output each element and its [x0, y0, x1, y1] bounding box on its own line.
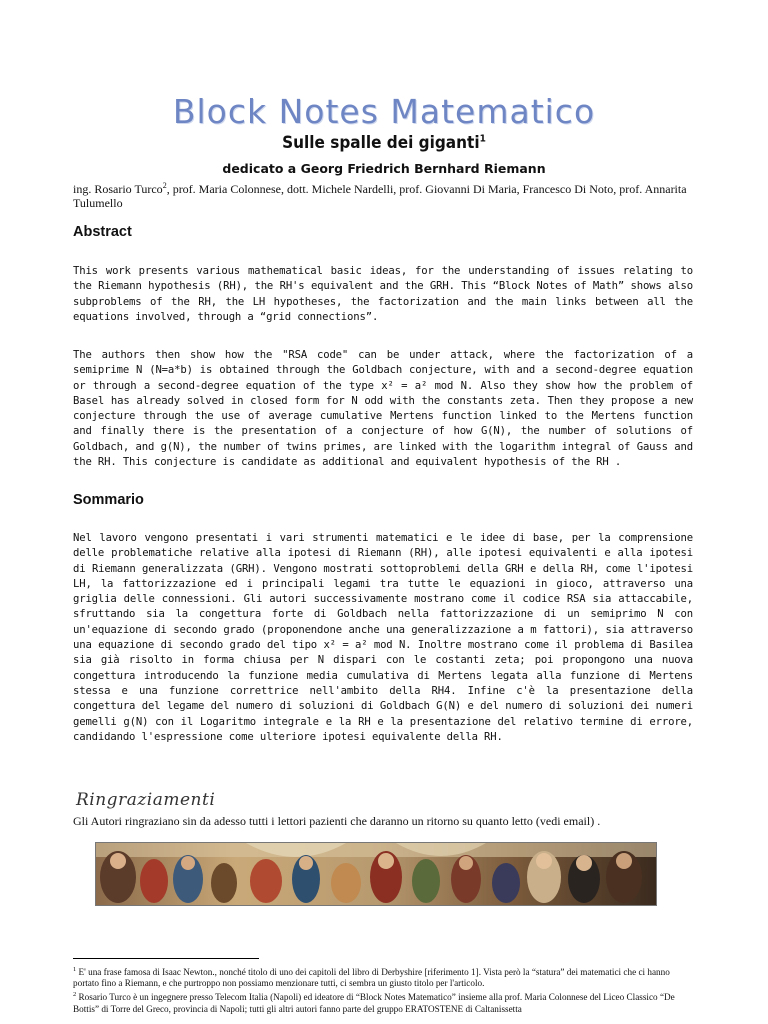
footnotes	[73, 964, 698, 1015]
footnote-2-mark: 2	[73, 991, 77, 999]
authors-footnote-mark: 2	[162, 181, 167, 190]
footnote-separator	[73, 958, 259, 959]
footnote-1-mark: 1	[73, 966, 77, 973]
block-notes-banner: Block Notes Matematico	[172, 92, 596, 131]
footnote-1-text: E' una frase famosa di Isaac Newton., nonché titolo di uno dei capitoli del libro di Derbyshire [riferimento 1]. Vista però la “statura” dei matematici che ci hanno portato fino a Riemann, e che purtroppo non possiamo menzionare tutti, ci sembra un giusto titolo per l'articolo.	[73, 967, 670, 989]
abstract-paragraph-1: This work presents various mathematical basic ideas, for the understanding of issues relating to the Riemann hypothesis (RH), the RH's equivalent and the GRH. This “Block Notes of Math” shows also subproblems of the RH, the LH hypotheses, the factorization and the main links between all the equations involved, through a “grid connections”.	[73, 265, 693, 323]
ringraziamenti-heading: Ringraziamenti	[76, 790, 216, 810]
painting-illustration	[96, 843, 656, 905]
sommario-heading: Sommario	[73, 492, 144, 508]
authors-line	[73, 179, 698, 210]
abstract-paragraph-2: The authors then show how the "RSA code" can be under attack, where the factorization of a semiprime N (N=a*b) is obtained through the Goldbach conjecture, with and a second-degree equation or through a second-degree equation of the type x² = a² mod N. Also they show how the problem of Basel has already solved in closed form for N odd with the constants zeta. Then they propose a new conjecture through the use of average cumulative Mertens function linked to the Mertens function and finally there is the presentation of a conjecture of how G(N), the number of solutions of Goldbach, and g(N), the number of twins primes, are linked with the logarithm integral of Gauss and the RH. This conjecture is candidate as additional and equivalent hypothesis of the RH .	[73, 349, 693, 469]
footnote-2-text: Rosario Turco è un ingegnere presso Telecom Italia (Napoli) ed ideatore di “Block Notes Matematico” insieme alla prof. Maria Colonnese del Liceo Classico “De Bottis” di Torre del Greco, provincia di Napoli; tutti gli altri autori fanno parte del gruppo ERATOSTENE di Caltanissetta	[73, 992, 675, 1014]
authors-first: ing. Rosario Turco	[73, 182, 163, 196]
document-title	[0, 133, 768, 153]
school-of-athens-image	[95, 842, 657, 906]
abstract-heading: Abstract	[73, 224, 132, 240]
footnote-1	[73, 964, 698, 989]
dedication: dedicato a Georg Friedrich Bernhard Riemann	[222, 161, 546, 176]
footnote-2	[73, 989, 698, 1014]
ringraziamenti-text: Gli Autori ringraziano sin da adesso tutti i lettori pazienti che daranno un ritorno su quanto letto (vedi email) .	[73, 814, 601, 828]
title-footnote-mark: 1	[479, 133, 486, 145]
sommario-paragraph: Nel lavoro vengono presentati i vari strumenti matematici e le idee di base, per la comprensione delle problematiche relative alla ipotesi di Riemann (RH), alle ipotesi equivalenti e alla ipotesi di Riemann generalizzata (GRH). Vengono mostrati sottoproblemi della GRH e della RH, come l'ipotesi LH, la fattorizzazione ed i principali legami tra tutte le equazioni in gioco, attraverso una griglia delle connessioni. Gli autori successivamente mostrano come il codice RSA sia attaccabile, sfruttando sia la congettura forte di Goldbach nella fattorizzazione di un semiprimo N con un'equazione di secondo grado (proponendone anche una generalizzazione a m fattori), sia attraverso una equazione di secondo grado del tipo x² = a² mod N. Inoltre mostrano come il problema di Basilea sia già risolto in forma chiusa per N dispari con le costanti zeta; poi propongono una nuova congettura introducendo la funzione media cumulativa di Mertens legata alla funzione di Mertens stessa e una funzione correttrice nell'ambito della RH4. Infine c'è la presentazione della congettura del legame del numero di soluzioni di Goldbach G(N) e del numero di soluzioni dei numeri gemelli g(N) con il Logaritmo integrale e la RH e la presentazione del relativo termine di errore, candidando l'espressione come ulteriore ipotesi equivalente della RH.	[73, 532, 693, 743]
title-text: Sulle spalle dei giganti	[282, 133, 480, 153]
authors-rest: , prof. Maria Colonnese, dott. Michele Nardelli, prof. Giovanni Di Maria, Francesco Di Noto, prof. Annarita Tulumello	[73, 182, 687, 210]
